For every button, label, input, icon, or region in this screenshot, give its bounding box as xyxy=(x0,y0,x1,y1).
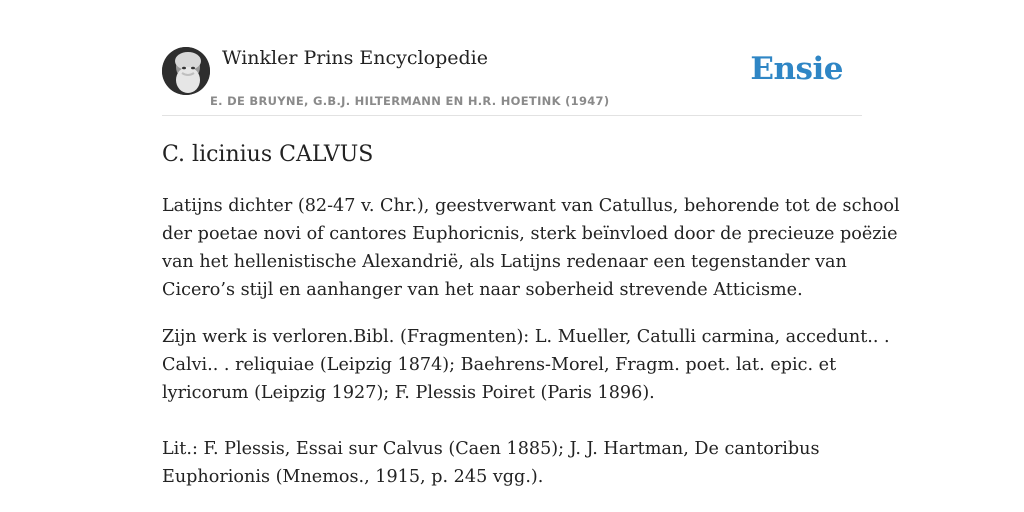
paragraph-line: Euphorionis (Mnemos., 1915, p. 245 vgg.). xyxy=(162,467,544,487)
article-title: C. licinius CALVUS xyxy=(162,142,374,167)
paragraph-line: Latijns dichter (82-47 v. Chr.), geestverwant van Catullus, behorende tot de school xyxy=(162,196,900,216)
paragraph-line: lyricorum (Leipzig 1927); F. Plessis Poiret (Paris 1896). xyxy=(162,383,655,403)
page xyxy=(162,0,900,512)
article-paragraph-intro xyxy=(162,192,900,304)
site-title[interactable]: Winkler Prins Encyclopedie xyxy=(222,47,488,69)
article-paragraph-bibliography xyxy=(162,323,890,407)
site-header xyxy=(162,0,862,116)
article-paragraph-literature xyxy=(162,435,862,491)
paragraph-line: Lit.: F. Plessis, Essai sur Calvus (Caen 1885); J. J. Hartman, De cantoribus xyxy=(162,439,820,459)
paragraph-line: Cicero’s stijl en aanhanger van het naar soberheid strevende Atticisme. xyxy=(162,280,803,300)
authors-line: E. DE BRUYNE, G.B.J. HILTERMANN EN H.R. HOETINK (1947) xyxy=(210,94,610,108)
bearded-man-portrait-icon xyxy=(162,47,210,95)
paragraph-line: der poetae novi of cantores Euphoricnis, sterk beïnvloed door de precieuze poëzie xyxy=(162,224,898,244)
paragraph-line: Calvi.. . reliquiae (Leipzig 1874); Baehrens-Morel, Fragm. poet. lat. epic. et xyxy=(162,355,837,375)
paragraph-line: Zijn werk is verloren.Bibl. (Fragmenten): L. Mueller, Catulli carmina, accedunt.. . xyxy=(162,327,890,347)
brand-logo[interactable]: Ensie xyxy=(750,51,843,87)
avatar[interactable] xyxy=(162,47,210,95)
paragraph-line: van het hellenistische Alexandrië, als Latijns redenaar een tegenstander van xyxy=(162,252,847,272)
